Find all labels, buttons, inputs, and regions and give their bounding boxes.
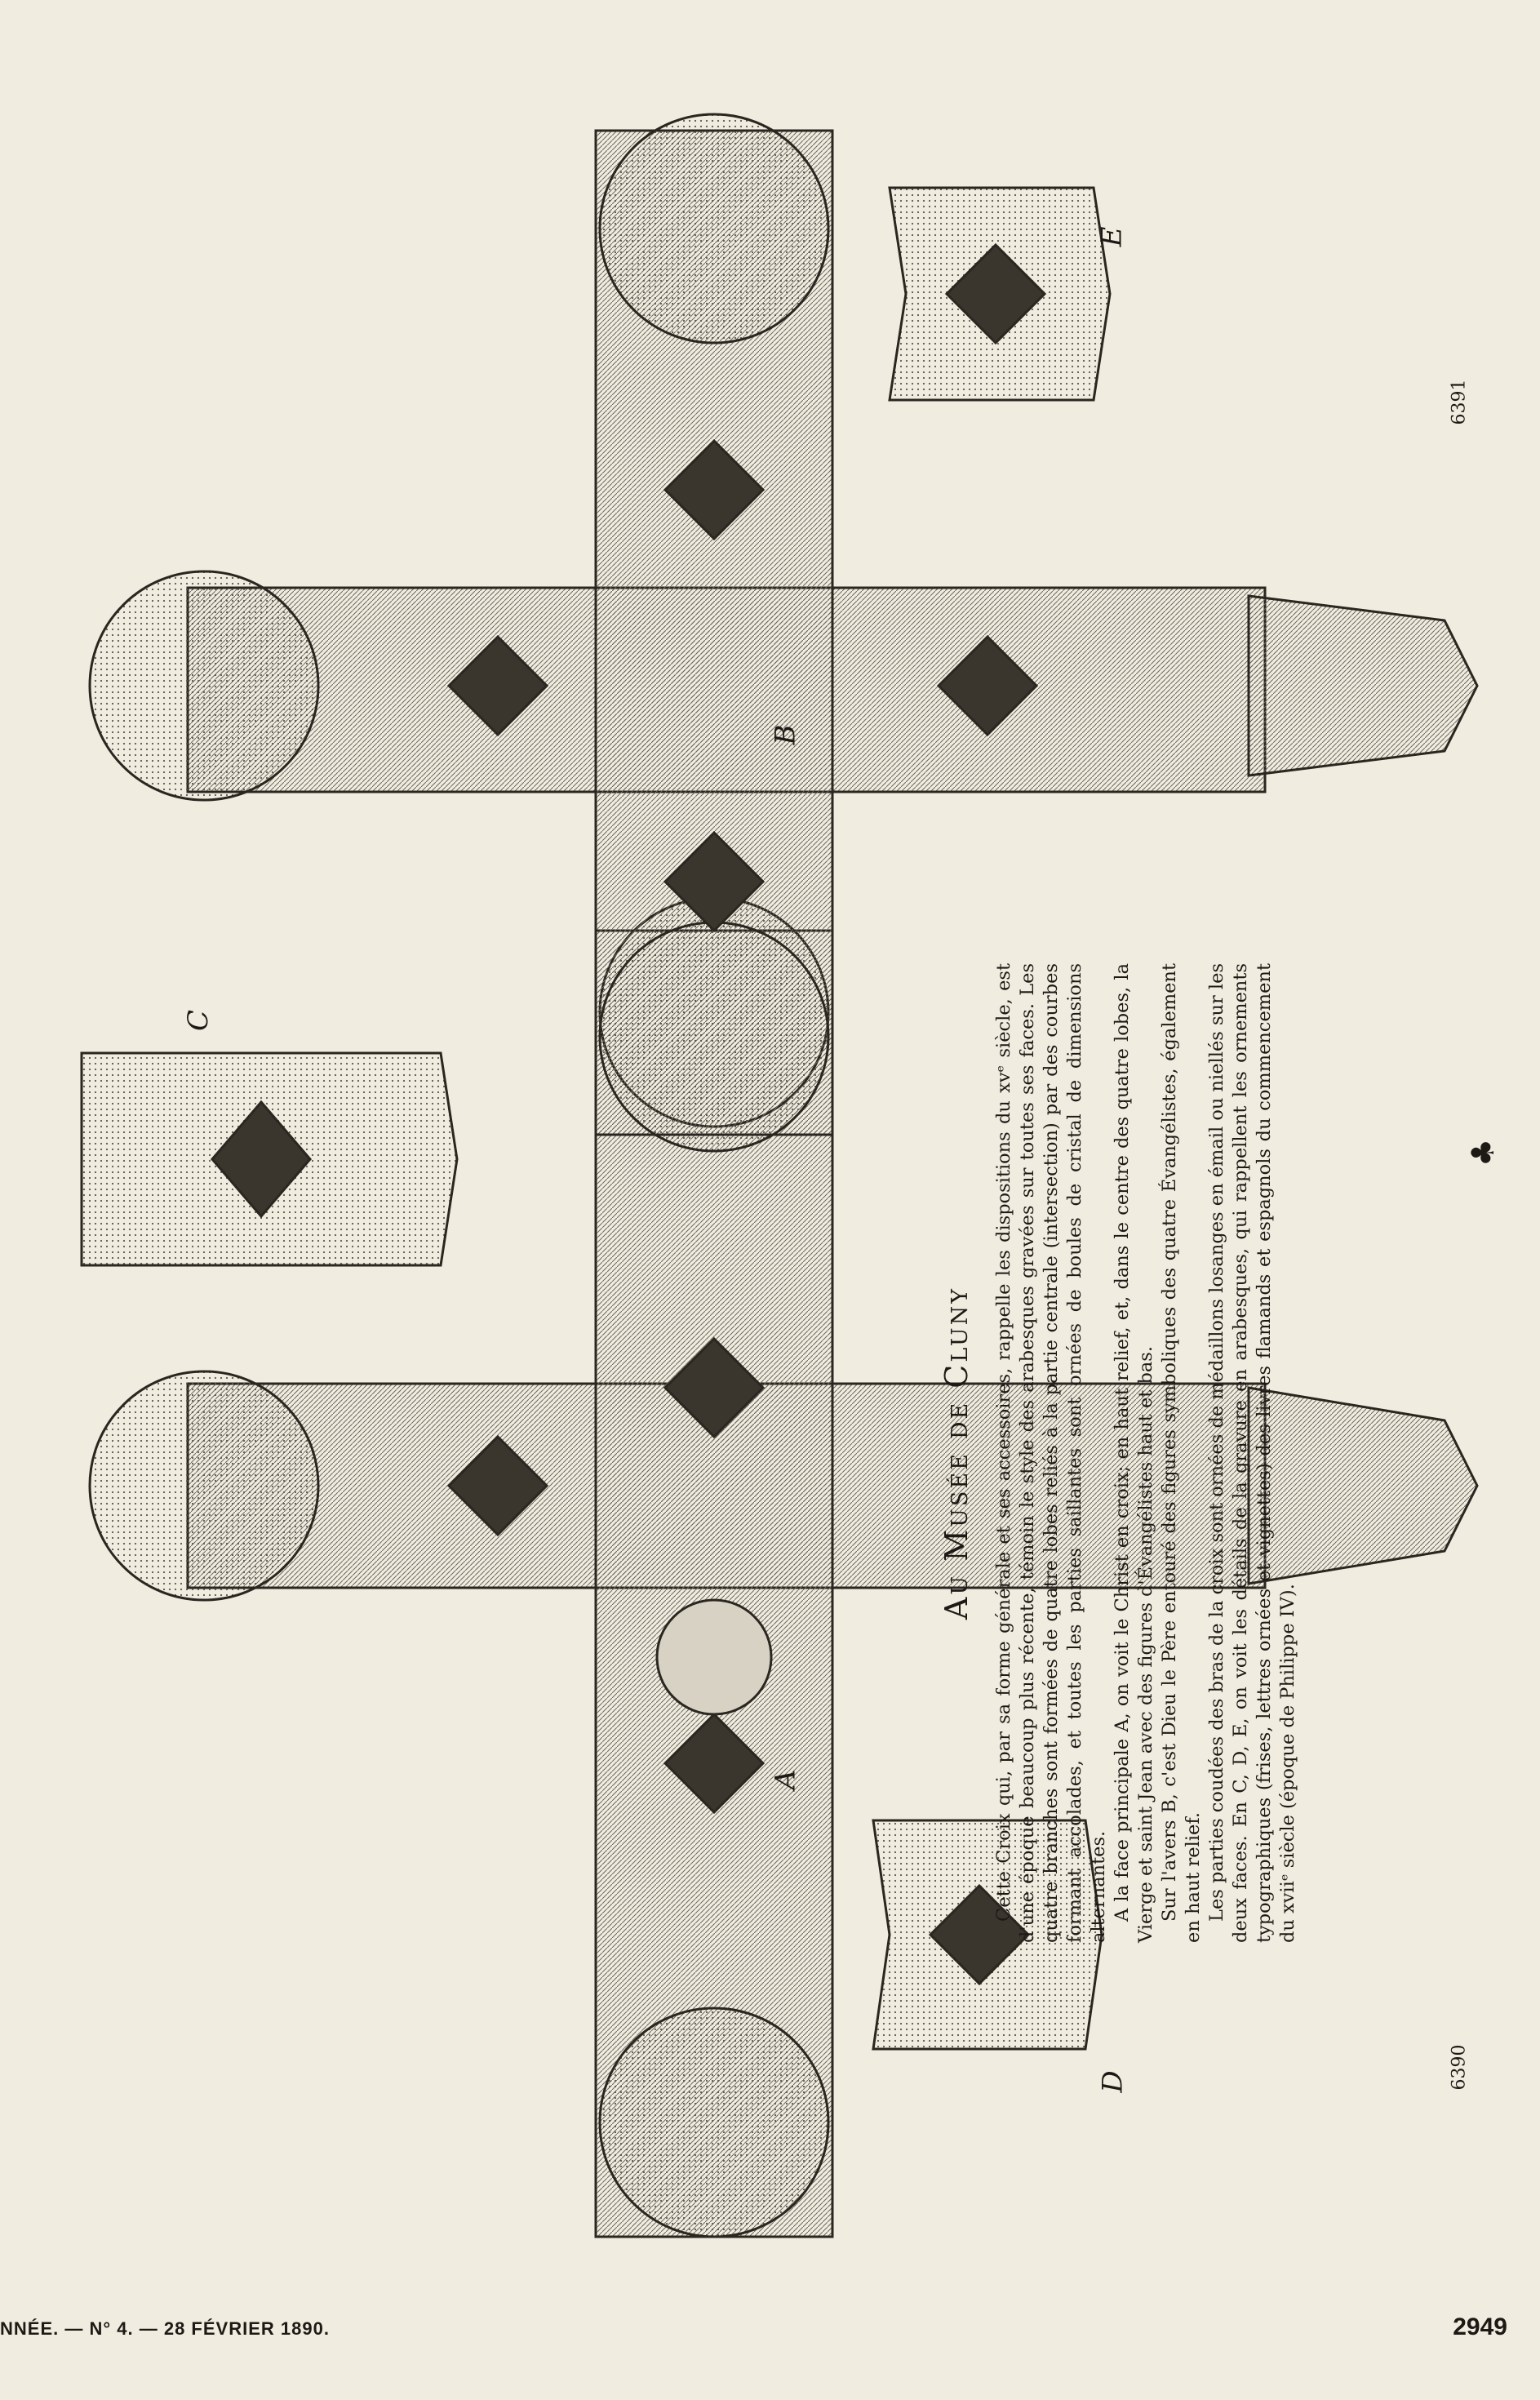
article-title: Au Musée de Cluny — [939, 1286, 974, 1620]
article-paragraph: Cette Croix qui, par sa forme générale et ses accessoires, rappelle les dispositions du xvᵉ siècle, est d'une époque beaucoup plus récente, témoin le style des arabesques gravées sur toutes ses faces. Les quatre branches sont formées de quatre lobes reliés à la partie centrale (intersection) par des courbes formant accolades, et toutes les parties saillantes sont ornées de boules de cristal de dimensions alternantes. — [993, 963, 1109, 1943]
page-number: 2949 — [1453, 2313, 1507, 2340]
label-a: A — [769, 1769, 802, 1790]
club-ornament-icon: ♣ — [1465, 1138, 1502, 1167]
detail-e — [890, 188, 1110, 400]
footer-issue: NNÉE. — N° 4. — 28 FÉVRIER 1890. — [0, 2318, 330, 2339]
label-d: D — [1096, 2070, 1129, 2093]
article-text — [939, 963, 1300, 1943]
detail-c — [82, 1053, 457, 1265]
label-e: E — [1095, 226, 1129, 247]
article-paragraph: Les parties coudées des bras de la croix sont ornées de médaillons losanges en émail ou niellés sur les deux faces. En C, D, E, on voit les détails de la gravure en arabesques, qui rappellent les ornements typographiques (frises, lettres ornées et vignettes) des livres flamands et espagnols du commencement du xviiᵉ siècle (époque de Philippe IV). — [1206, 963, 1298, 1943]
plate-number-right: 6391 — [1449, 379, 1470, 425]
article-paragraph: Sur l'avers B, c'est Dieu le Père entouré des figures symboliques des quatre Évangélistes, également en haut relief. — [1159, 963, 1204, 1943]
article-paragraph: A la face principale A, on voit le Christ en croix; en haut relief, et, dans le centre des quatre lobes, la Vierge et saint Jean avec des figures d'Évangélistes haut et bas. — [1112, 963, 1156, 1943]
label-b: B — [769, 724, 802, 745]
plate-number-left: 6390 — [1449, 2044, 1470, 2091]
page-footer — [0, 2313, 1540, 2367]
label-c: C — [182, 1009, 215, 1032]
